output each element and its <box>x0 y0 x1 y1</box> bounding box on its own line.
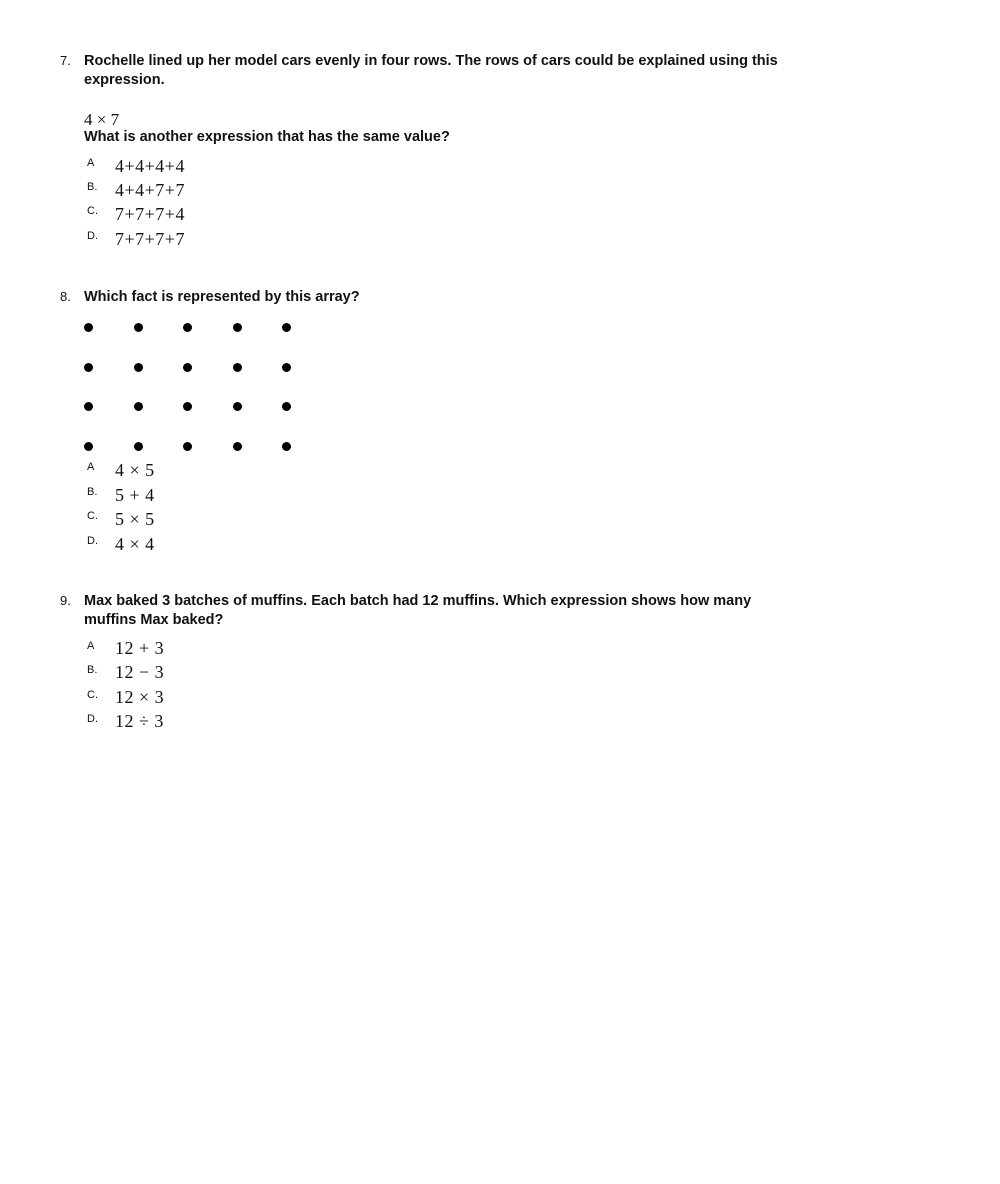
option-a[interactable]: 12 + 3 <box>115 638 165 658</box>
option-a[interactable]: 4 × 5 <box>115 460 155 480</box>
option-d[interactable]: 7+7+7+7 <box>115 229 185 249</box>
array-dot <box>233 402 242 411</box>
option-c[interactable]: 5 × 5 <box>115 509 155 529</box>
array-dot <box>183 402 192 411</box>
question-number: 9. <box>60 593 71 608</box>
question-number: 8. <box>60 289 71 304</box>
option-letter: A <box>87 640 95 652</box>
option-a[interactable]: 4+4+4+4 <box>115 156 185 176</box>
array-dot <box>84 402 93 411</box>
array-dot <box>282 363 291 372</box>
option-letter: D. <box>87 535 98 547</box>
array-dot <box>282 402 291 411</box>
array-dot <box>134 323 143 332</box>
option-letter: B. <box>87 664 98 676</box>
option-letter: B. <box>87 486 98 498</box>
option-letter: A <box>87 461 95 473</box>
array-dot <box>183 442 192 451</box>
question-text: Rochelle lined up her model cars evenly in four rows. The rows of cars could be explained using this expression. <box>84 53 778 88</box>
question-text: Which fact is represented by this array? <box>84 289 360 305</box>
array-dot <box>84 442 93 451</box>
array-dot <box>134 363 143 372</box>
question-prompt: What is another expression that has the same value? <box>84 129 450 145</box>
question-text: Max baked 3 batches of muffins. Each batch had 12 muffins. Which expression shows how many muffins Max baked? <box>84 593 752 628</box>
array-dot <box>233 363 242 372</box>
option-b[interactable]: 12 − 3 <box>115 662 165 682</box>
given-expression: 4 × 7 <box>84 110 120 129</box>
array-dot <box>282 323 291 332</box>
option-letter: C. <box>87 205 98 217</box>
array-dot <box>183 323 192 332</box>
question-number: 7. <box>60 53 71 68</box>
option-letter: B. <box>87 181 98 193</box>
array-dot <box>282 442 291 451</box>
array-dot <box>233 323 242 332</box>
option-letter: D. <box>87 230 98 242</box>
option-b[interactable]: 4+4+7+7 <box>115 180 185 200</box>
option-c[interactable]: 12 × 3 <box>115 687 165 707</box>
array-dot <box>134 442 143 451</box>
array-dot <box>84 323 93 332</box>
array-dot <box>84 363 93 372</box>
option-letter: D. <box>87 713 98 725</box>
option-c[interactable]: 7+7+7+4 <box>115 204 185 224</box>
option-b[interactable]: 5 + 4 <box>115 485 155 505</box>
option-d[interactable]: 12 ÷ 3 <box>115 711 164 731</box>
option-letter: C. <box>87 689 98 701</box>
option-letter: A <box>87 157 95 169</box>
array-dot <box>134 402 143 411</box>
option-letter: C. <box>87 510 98 522</box>
array-dot <box>183 363 192 372</box>
array-dot <box>233 442 242 451</box>
option-d[interactable]: 4 × 4 <box>115 534 155 554</box>
